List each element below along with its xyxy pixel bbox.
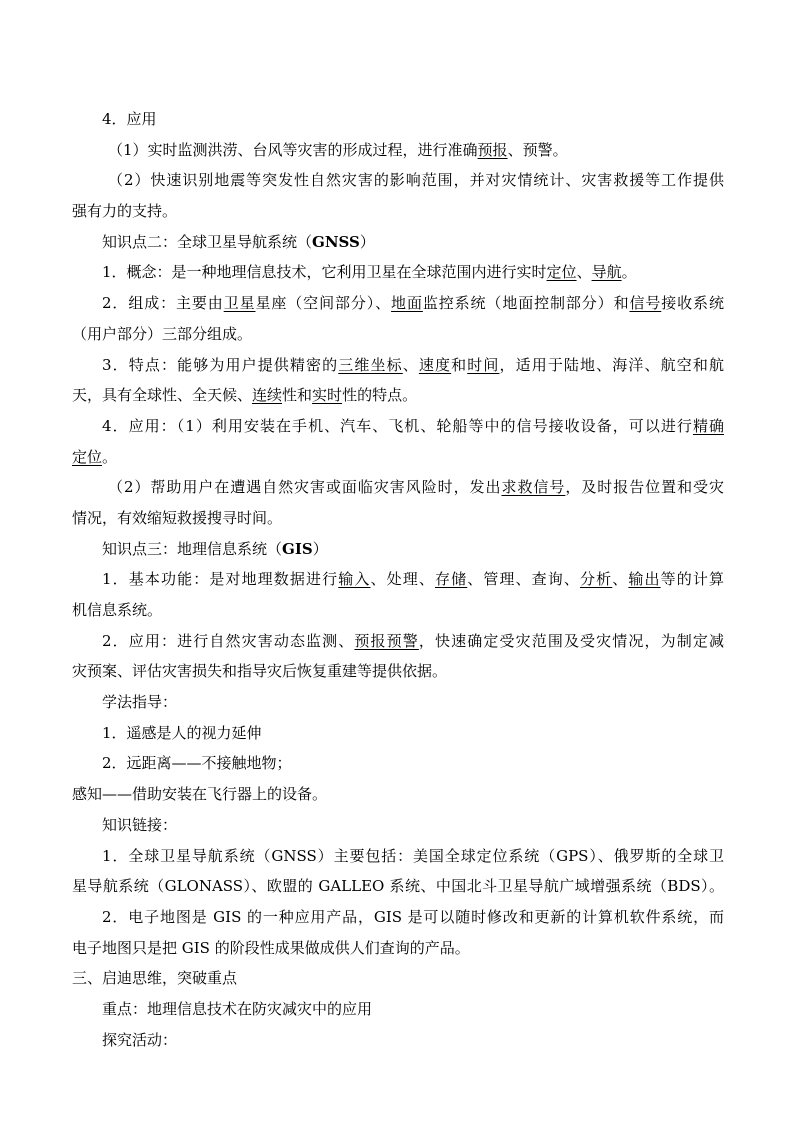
paragraph-line: 定位。 — [72, 447, 118, 466]
paragraph-line: 1．遥感是人的视力延伸 — [102, 723, 262, 742]
paragraph-line: 天，具有全球性、全天候、连续性和实时性的特点。 — [72, 386, 418, 405]
key-point-line: 重点：地理信息技术在防灾减灾中的应用 — [102, 999, 373, 1018]
paragraph-line: 2．电子地图是 GIS 的一种应用产品，GIS 是可以随时修改和更新的计算机软件系统，而 — [102, 907, 724, 926]
paragraph-line: （用户部分）三部分组成。 — [72, 324, 253, 343]
paragraph-line: 星导航系统（GLONASS）、欧盟的 GALLEO 系统、中国北斗卫星导航广域增强系统（BDS）。 — [72, 877, 724, 896]
heading-application: 4．应用 — [102, 110, 157, 128]
section-heading-three: 三、启迪思维，突破重点 — [72, 969, 238, 988]
inquiry-activity-heading: 探究活动： — [102, 1030, 178, 1049]
paragraph-line: 感知——借助安装在飞行器上的设备。 — [72, 785, 328, 804]
paragraph-line: 3．特点：能够为用户提供精密的三维坐标、速度和时间，适用于陆地、海洋、航空和航 — [102, 355, 724, 374]
knowledge-point-gis-heading: 知识点三：地理信息系统（GIS） — [102, 539, 328, 558]
document-body — [72, 104, 724, 1055]
knowledge-link-heading: 知识链接： — [102, 815, 178, 834]
knowledge-point-gnss-heading: 知识点二：全球卫星导航系统（GNSS） — [102, 232, 375, 251]
paragraph-line: 机信息系统。 — [72, 601, 163, 619]
paragraph-line: 强有力的支持。 — [72, 202, 178, 221]
paragraph-line: （2）帮助用户在遭遇自然灾害或面临灾害风险时，发出求救信号，及时报告位置和受灾 — [108, 478, 724, 497]
paragraph-line: 2．远距离——不接触地物； — [102, 754, 292, 773]
paragraph-line: 1．基本功能：是对地理数据进行输入、处理、存储、管理、查询、分析、输出等的计算 — [102, 570, 724, 589]
study-guidance-heading: 学法指导： — [102, 693, 178, 712]
paragraph-line: 1．全球卫星导航系统（GNSS）主要包括：美国全球定位系统（GPS）、俄罗斯的全球卫 — [102, 846, 724, 865]
paragraph-line: 2．组成：主要由卫星星座（空间部分）、地面监控系统（地面控制部分）和信号接收系统 — [102, 294, 724, 313]
paragraph-line: 4．应用：（1）利用安装在手机、汽车、飞机、轮船等中的信号接收设备，可以进行精确 — [102, 416, 724, 435]
paragraph-line: 2．应用：进行自然灾害动态监测、预报预警，快速确定受灾范围及受灾情况，为制定减 — [102, 631, 724, 650]
paragraph-line: 电子地图只是把 GIS 的阶段性成果做成供人们查询的产品。 — [72, 938, 470, 957]
paragraph-line: 1．概念：是一种地理信息技术，它利用卫星在全球范围内进行实时定位、导航。 — [102, 263, 637, 282]
paragraph-line: （1）实时监测洪涝、台风等灾害的形成过程，进行准确预报、预警。 — [108, 140, 568, 159]
paragraph-line: 情况，有效缩短救援搜寻时间。 — [72, 508, 283, 527]
paragraph-line: 灾预案、评估灾害损失和指导灾后恢复重建等提供依据。 — [72, 662, 448, 681]
paragraph-line: （2）快速识别地震等突发性自然灾害的影响范围，并对灾情统计、灾害救援等工作提供 — [108, 171, 724, 190]
